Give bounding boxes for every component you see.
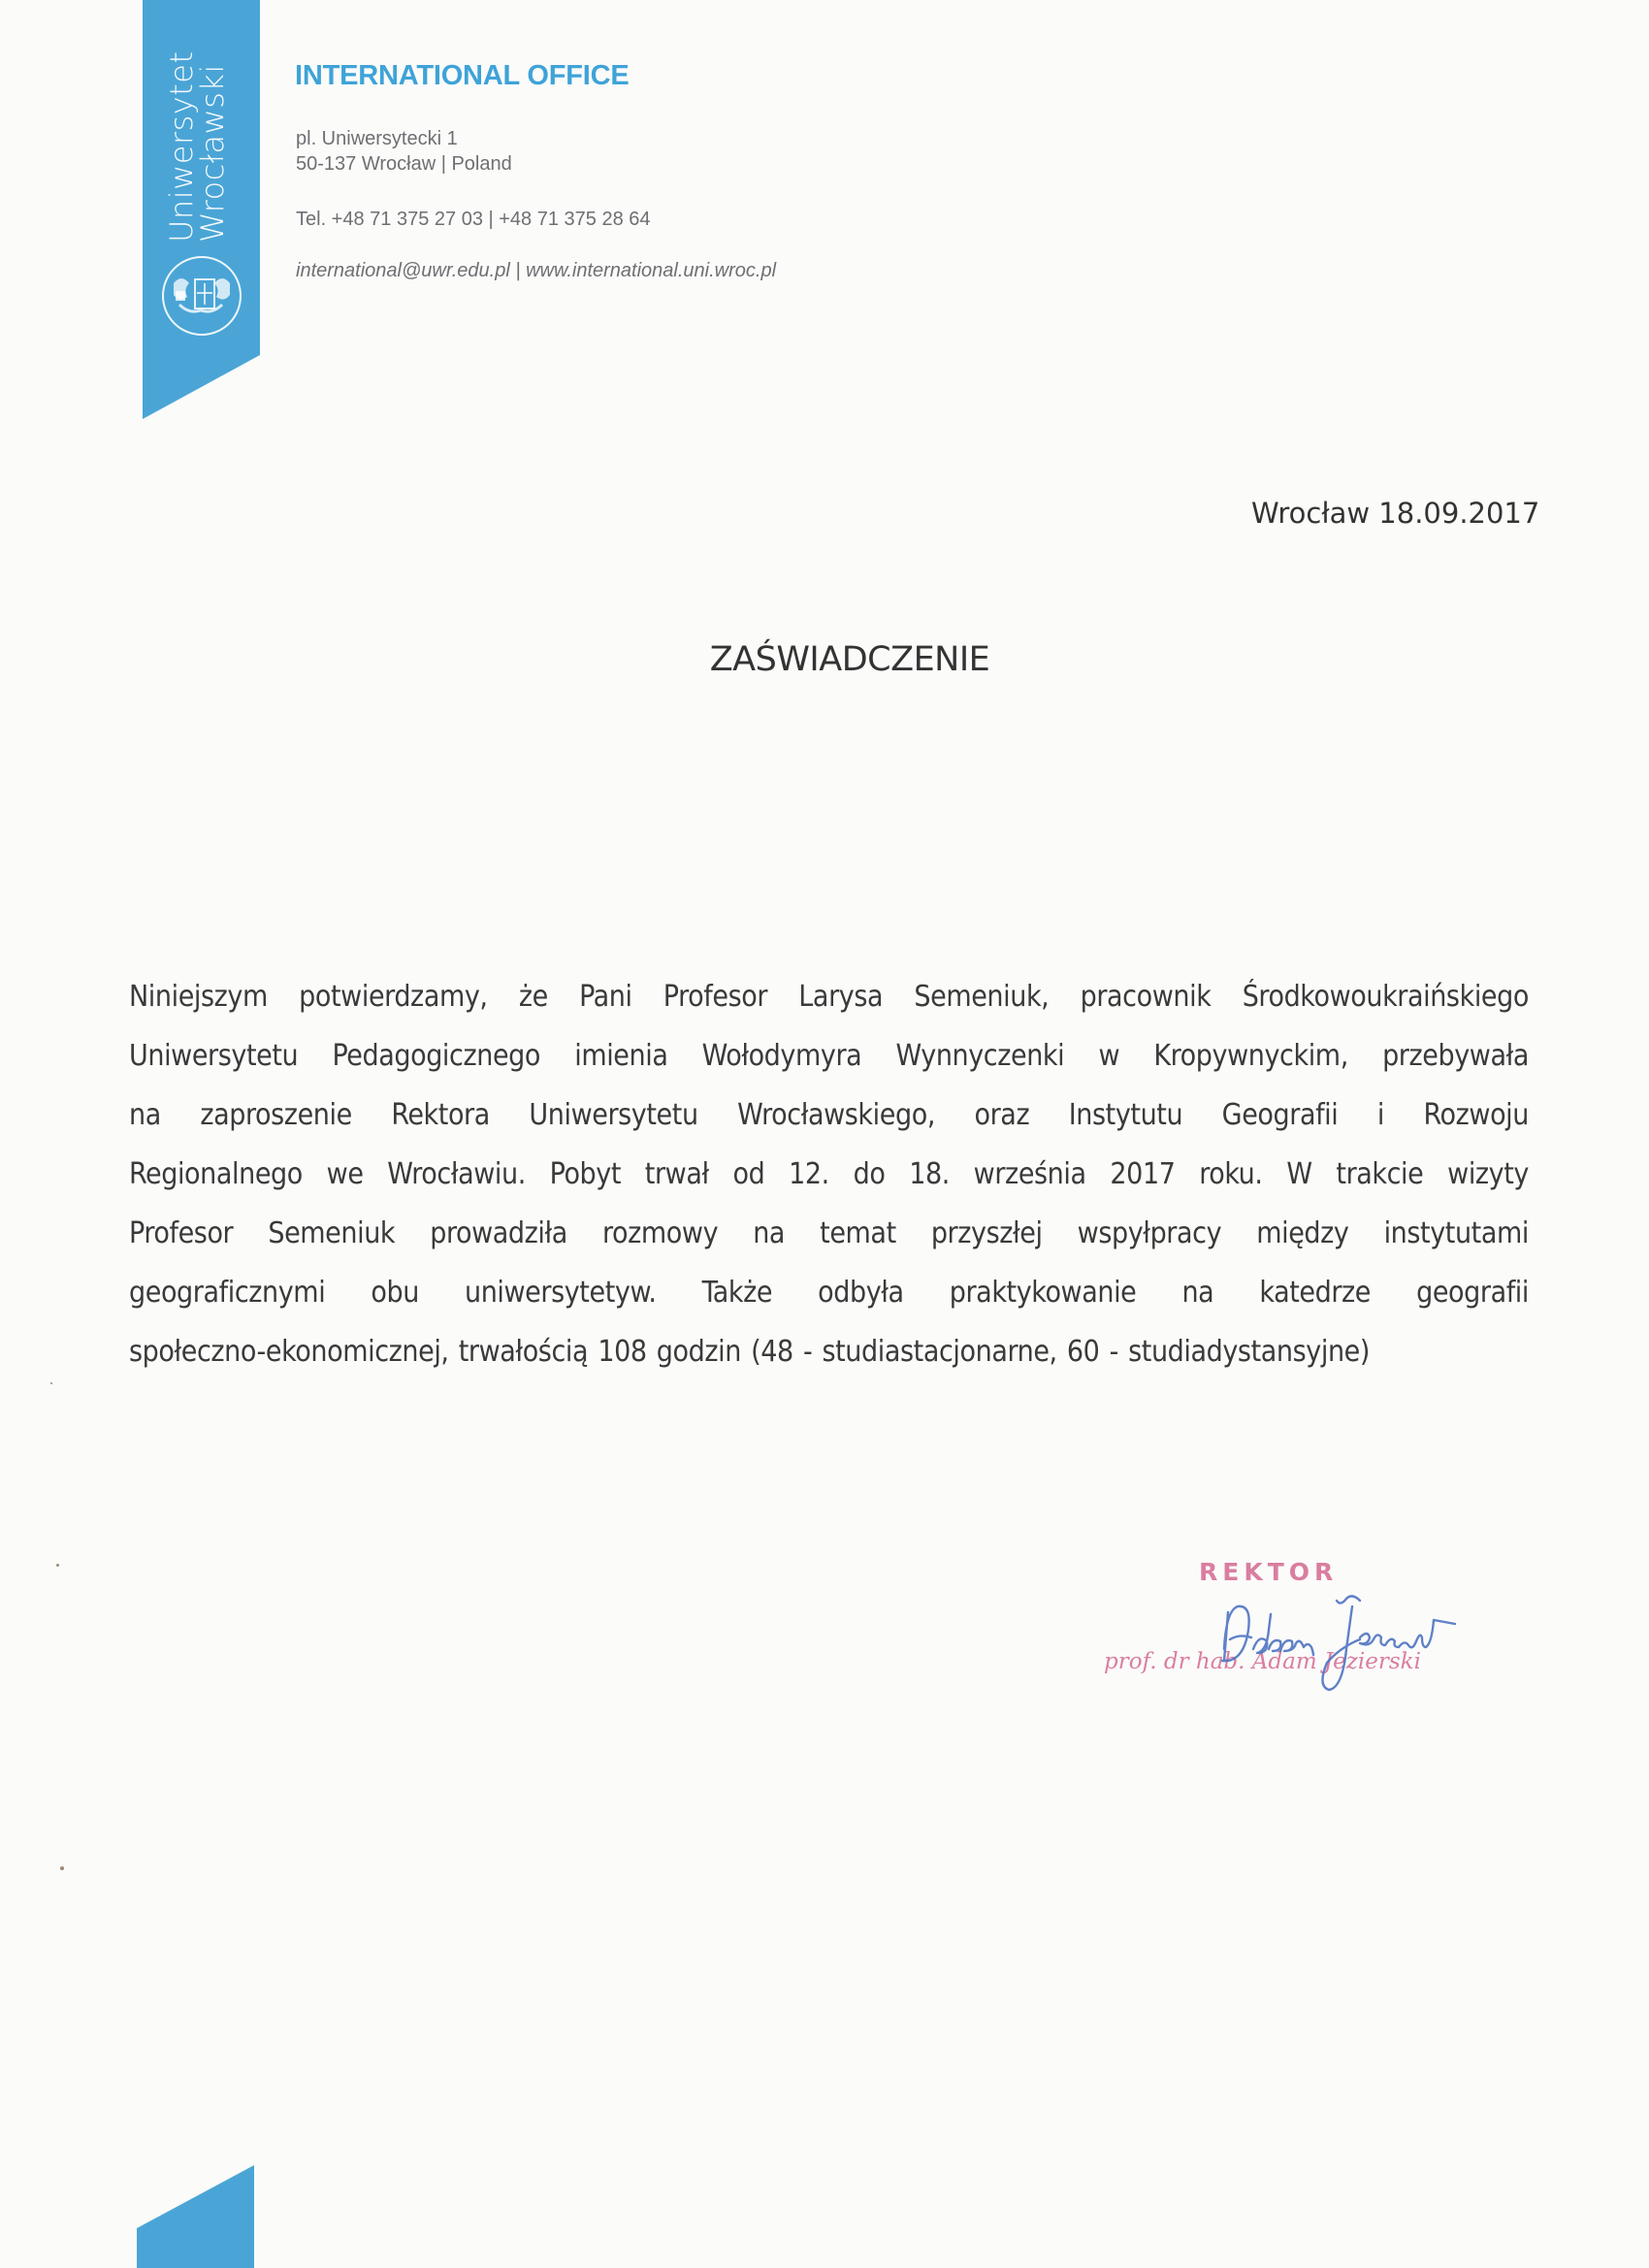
document-title: ZAŚWIADCZENIE [709, 640, 990, 679]
scan-speck [60, 1866, 64, 1870]
university-name-line2: Wrocławski [194, 64, 231, 243]
email-and-website: international@uwr.edu.pl | www.international.uni.wroc.pl [296, 260, 777, 281]
body-line: na zaproszenie Rektora Uniwersytetu Wrocławskiego, oraz Instytutu Geografii i Rozwoju [129, 1098, 1529, 1132]
office-title: INTERNATIONAL OFFICE [295, 60, 630, 91]
scan-speck [56, 1564, 59, 1567]
address-line-2: 50-137 Wrocław | Poland [296, 153, 512, 175]
body-line: Niniejszym potwierdzamy, że Pani Profesor Larysa Semeniuk, pracownik Środkowoukraińskiego [129, 980, 1529, 1014]
university-name-line1: Uniwersytet [163, 50, 200, 243]
body-line: społeczno-ekonomicznej, trwałością 108 godzin (48 - studiastacjonarne, 60 - studiadystansyjne) [129, 1335, 1370, 1369]
university-name-vertical [0, 0, 291, 437]
rector-stamp-name: prof. dr hab. Adam Jezierski [1104, 1649, 1421, 1674]
body-line: Profesor Semeniuk prowadziła rozmowy na temat przyszłej wspyłpracy między instytutami [129, 1216, 1529, 1250]
document-body [129, 970, 1529, 1384]
body-line: geograficznymi obu uniwersytetyw. Także odbyła praktykowanie na katedrze geografii [129, 1276, 1529, 1310]
scan-speck [50, 1382, 52, 1384]
phone-numbers: Tel. +48 71 375 27 03 | +48 71 375 28 64 [296, 209, 651, 230]
place-and-date: Wrocław 18.09.2017 [1251, 497, 1540, 530]
body-line: Uniwersytetu Pedagogicznego imienia Wołodymyra Wynnyczenki w Kropywnyckim, przebywała [129, 1039, 1529, 1073]
body-line: Regionalnego we Wrocławiu. Pobyt trwał od 12. do 18. września 2017 roku. W trakcie wizyty [129, 1157, 1529, 1191]
address-line-1: pl. Uniwersytecki 1 [296, 128, 458, 149]
university-crest-icon [160, 254, 243, 338]
rector-stamp-title: REKTOR [1199, 1558, 1339, 1586]
